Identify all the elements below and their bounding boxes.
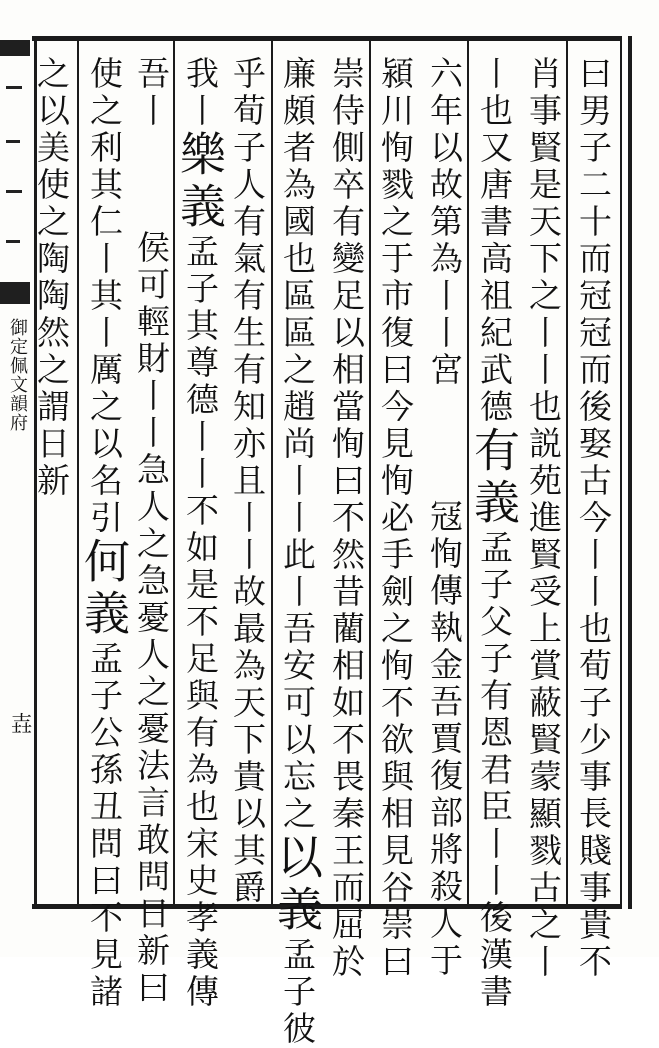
column-text: 之以美使之陶陶然之謂日新	[32, 56, 71, 500]
text-column-5	[370, 56, 420, 981]
column-text: 丨也又唐書高祖紀武德	[475, 56, 514, 426]
text-column-1	[568, 56, 618, 981]
text-column-3	[467, 56, 521, 1011]
text-column-2	[518, 56, 568, 981]
margin-line-4	[6, 240, 20, 243]
column-text: 六年以故第為丨丨宮	[425, 56, 464, 389]
fish-tail-block-upper	[0, 40, 30, 56]
column-text: 我丨	[181, 56, 220, 130]
column-text: 以其爵	[228, 796, 267, 907]
column-text: 冦恂傳執金吾賈復部將殺人于	[425, 499, 464, 980]
right-border-outer	[628, 36, 632, 909]
column-text: 肖事賢是天下之丨丨也説苑進賢受上賞蔽賢蒙顯戮古之丨	[524, 56, 563, 981]
text-column-7	[270, 56, 324, 1048]
column-text: 崇侍側卒有變足以相當恂曰不然昔藺相如不畏秦王而屈於	[327, 56, 366, 981]
right-border-inner	[620, 36, 622, 909]
column-text: 孟子父子有恩君臣丨丨後漢書	[475, 530, 514, 1011]
column-text: 曰男子二十而冠冠而後娶古今丨丨也荀子少事長賤事貴不	[574, 56, 613, 981]
column-text: 吾丨	[132, 56, 171, 130]
page-number: 壵	[7, 712, 32, 734]
column-text: 使之利其仁丨其丨厲之以名引	[85, 56, 124, 537]
column-text: 孟子其尊德丨丨不如是不足與有為也宋史孝義傳	[181, 234, 220, 1011]
column-text: 廉頗者為國也區區之趙尚丨丨此丨吾安可以忘之	[278, 56, 317, 833]
column-text: 潁川恂戮之于市復曰今見恂必手劍之恂不欲與相見谷崇曰	[376, 56, 415, 981]
text-column-12	[30, 56, 76, 896]
text-column-6	[321, 56, 371, 981]
column-text: 孟子公孫丑問曰不見諸	[85, 641, 124, 1011]
entry-heading: 樂義	[173, 130, 227, 234]
text-column-4	[419, 56, 469, 980]
text-column-8	[222, 56, 272, 907]
entry-heading: 以義	[270, 833, 324, 937]
margin-line-1	[6, 86, 22, 89]
book-title-margin: 御定佩文韻府	[7, 318, 28, 432]
top-border	[32, 36, 622, 41]
margin-line-3	[6, 190, 22, 193]
column-text: 侯可輕財丨丨急人之急憂人之憂法言敢問日新曰	[132, 230, 171, 1007]
column-text: 孟子彼	[278, 937, 317, 1048]
margin-line-2	[6, 140, 20, 143]
text-column-9	[173, 56, 227, 1011]
text-column-11	[77, 56, 131, 1011]
text-column-10	[126, 56, 176, 1007]
column-text: 乎荀子人有氣有生有知亦且丨丨故最為天下貴	[228, 56, 267, 796]
entry-heading: 何義	[77, 537, 131, 641]
entry-heading: 有義	[467, 426, 521, 530]
